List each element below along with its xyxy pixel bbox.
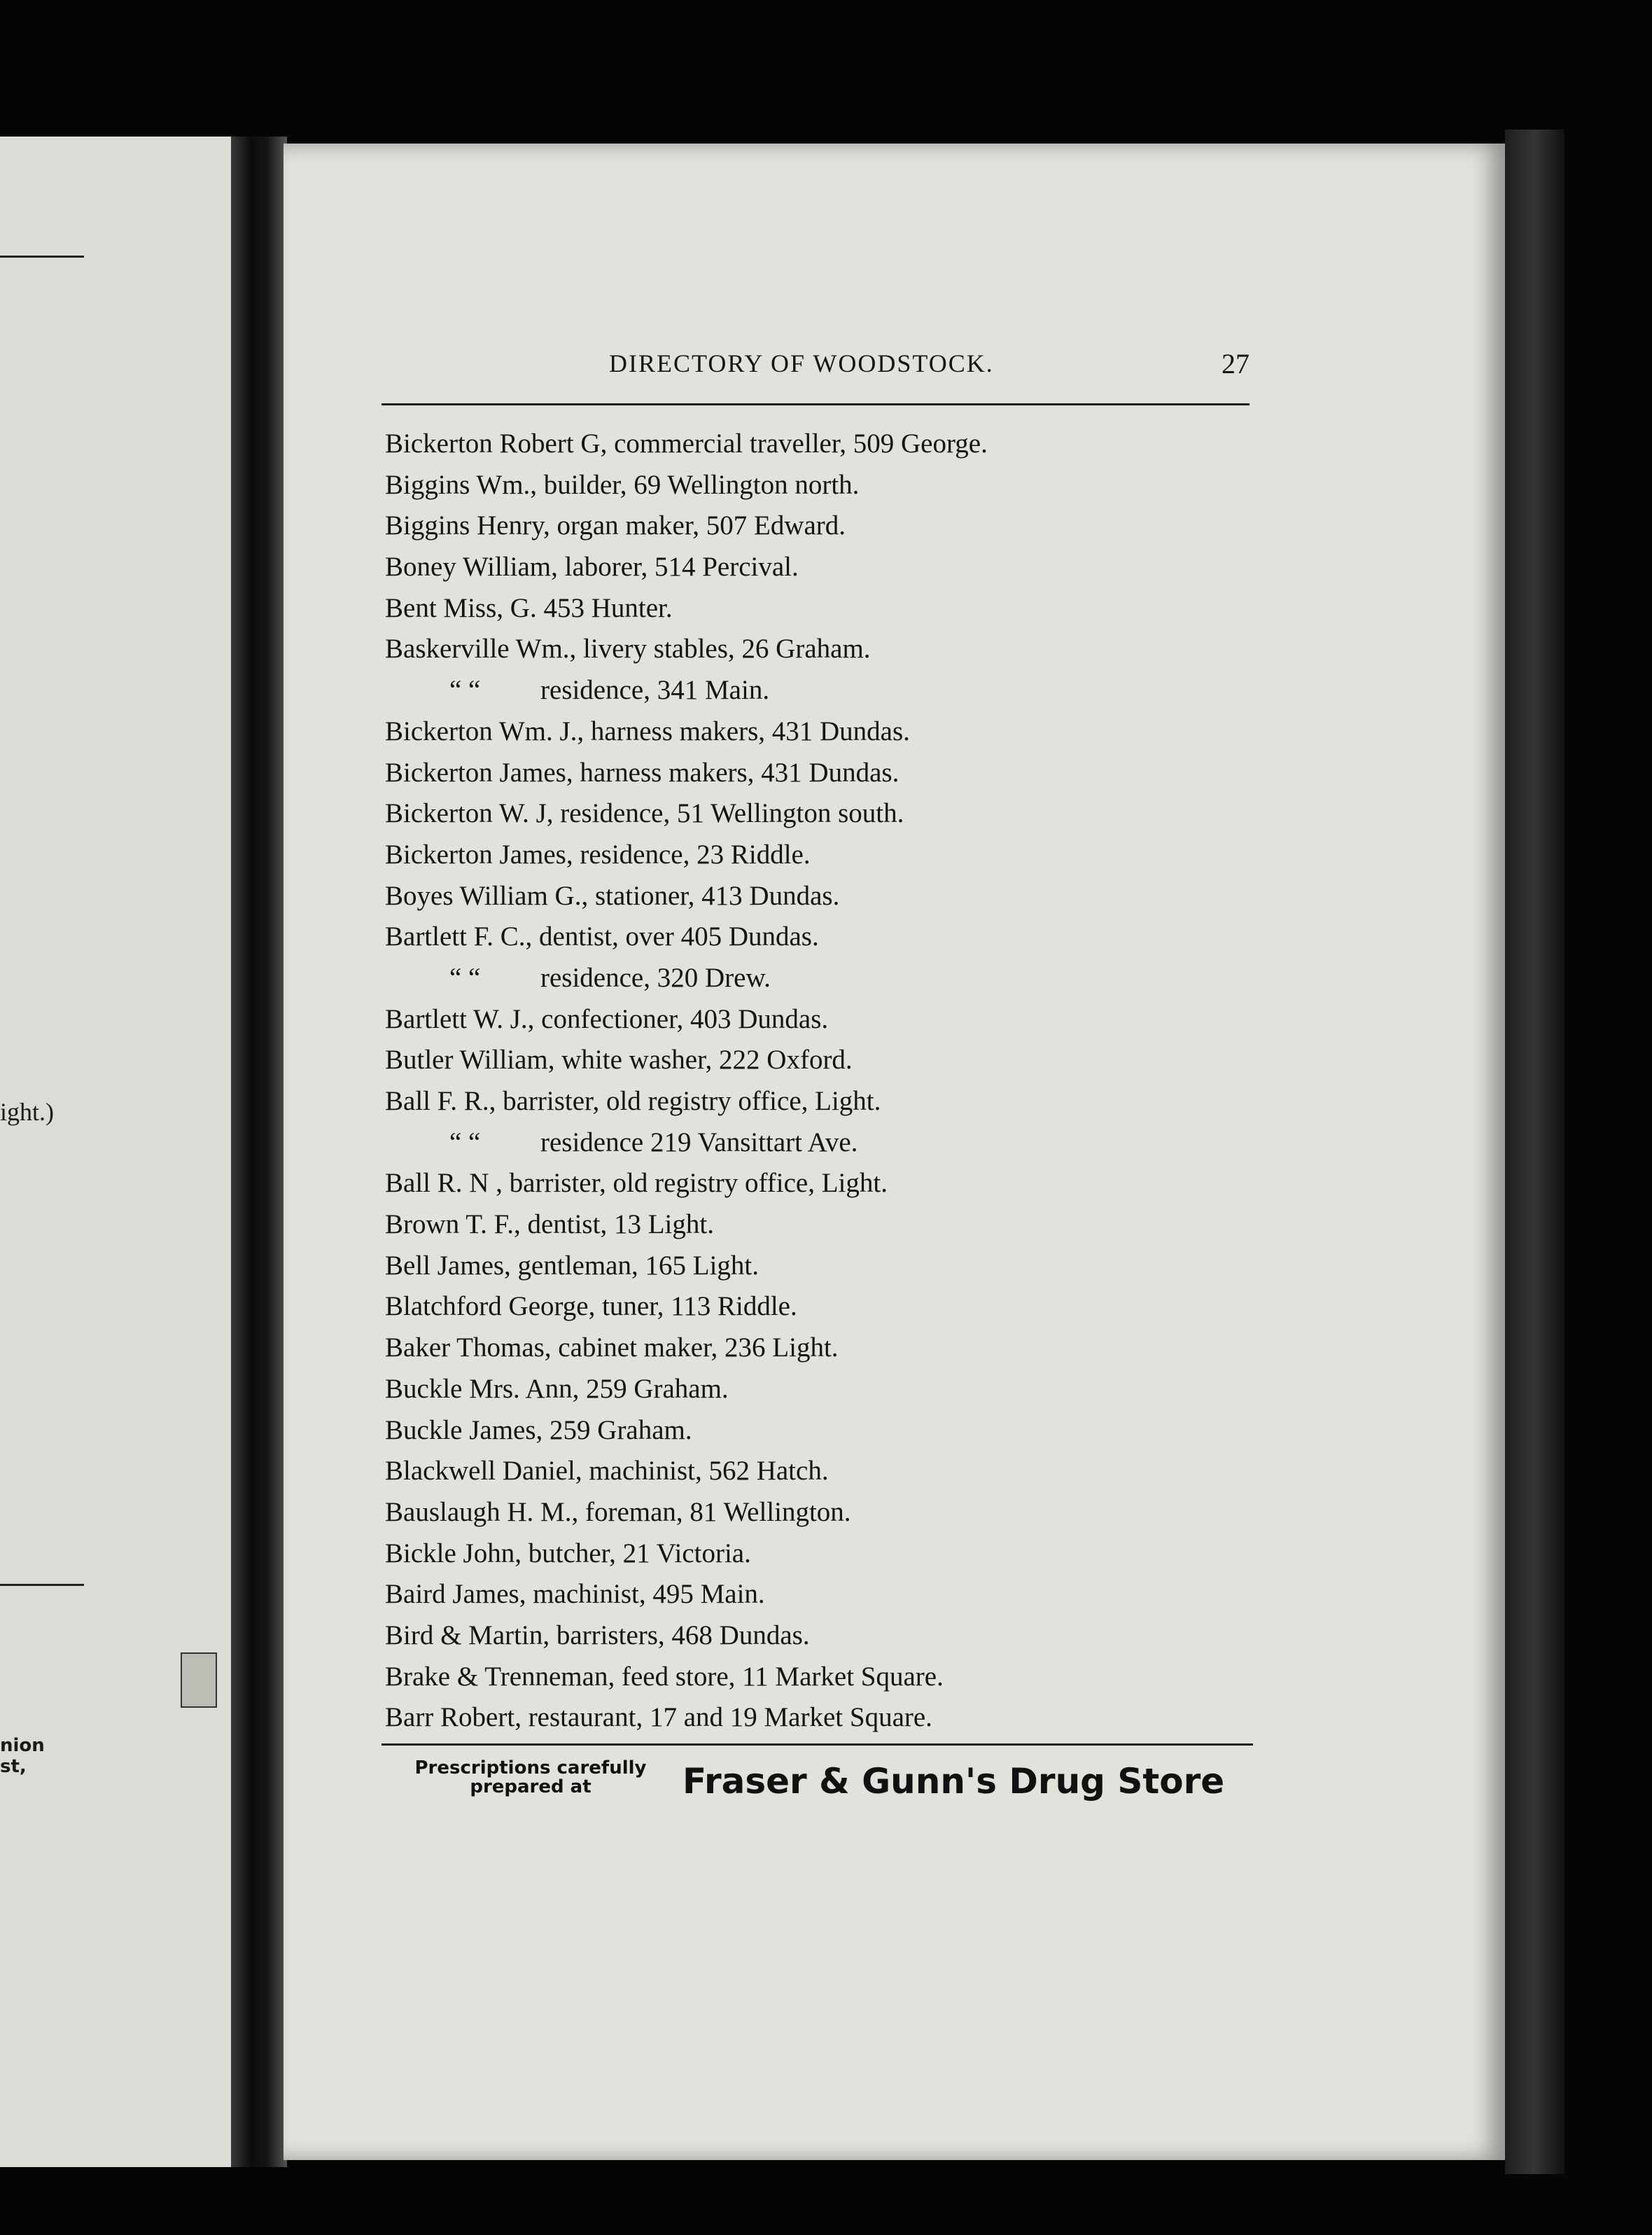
directory-entry: Bauslaugh H. M., foreman, 81 Wellington. bbox=[385, 1496, 851, 1527]
directory-entry: Blackwell Daniel, machinist, 562 Hatch. bbox=[385, 1456, 829, 1486]
entry-text: residence, 320 Drew. bbox=[540, 962, 771, 993]
page-number: 27 bbox=[1222, 348, 1250, 380]
left-page-rule-top bbox=[0, 256, 84, 258]
footer-small-line: Prescriptions carefully bbox=[414, 1757, 647, 1778]
directory-entry bbox=[385, 1122, 1253, 1164]
entry-text: residence, 341 Main. bbox=[540, 675, 770, 706]
directory-entry: Buckle James, 259 Graham. bbox=[385, 1414, 692, 1445]
directory-entry: Ball R. N , barrister, old registry office, Light. bbox=[385, 1168, 888, 1199]
ditto-marks: “ “ bbox=[449, 675, 481, 706]
page-edge bbox=[1505, 130, 1564, 2174]
directory-entry: Bartlett W. J., confectioner, 403 Dundas. bbox=[385, 1003, 829, 1034]
ditto-marks: “ “ bbox=[449, 962, 481, 993]
directory-entry: Bird & Martin, barristers, 468 Dundas. bbox=[385, 1620, 810, 1650]
left-page-fragment: nion bbox=[0, 1735, 45, 1756]
left-page-fragment: st, bbox=[0, 1756, 27, 1777]
directory-entries bbox=[385, 424, 1253, 1739]
directory-entry: Buckle Mrs. Ann, 259 Graham. bbox=[385, 1373, 729, 1404]
directory-entry: Boyes William G., stationer, 413 Dundas. bbox=[385, 880, 840, 911]
directory-entry: Biggins Henry, organ maker, 507 Edward. bbox=[385, 510, 846, 541]
directory-entry: Bent Miss, G. 453 Hunter. bbox=[385, 592, 673, 623]
directory-entry bbox=[385, 670, 1253, 711]
directory-entry: Butler William, white washer, 222 Oxford. bbox=[385, 1045, 853, 1075]
footer-advert-store-name: Fraser & Gunn's Drug Store bbox=[682, 1761, 1225, 1802]
running-header-title: DIRECTORY OF WOODSTOCK. bbox=[609, 349, 994, 377]
directory-entry: Bickerton Robert G, commercial traveller, 509 George. bbox=[385, 429, 988, 459]
directory-entry: Baker Thomas, cabinet maker, 236 Light. bbox=[385, 1332, 839, 1363]
footer-rule bbox=[382, 1743, 1253, 1746]
directory-entry: Bickerton W. J, residence, 51 Wellington south. bbox=[385, 798, 904, 829]
directory-entry: Brake & Trenneman, feed store, 11 Market Square. bbox=[385, 1661, 944, 1692]
directory-entry: Bickle John, butcher, 21 Victoria. bbox=[385, 1538, 751, 1568]
directory-entry: Bickerton James, harness makers, 431 Dundas. bbox=[385, 757, 899, 788]
directory-entry: Brown T. F., dentist, 13 Light. bbox=[385, 1209, 714, 1240]
footer-small-line: prepared at bbox=[470, 1776, 592, 1797]
book-gutter bbox=[231, 137, 287, 2167]
directory-entry: Ball F. R., barrister, old registry office, Light. bbox=[385, 1086, 881, 1116]
directory-entry: Biggins Wm., builder, 69 Wellington north. bbox=[385, 469, 860, 500]
directory-entry: Bickerton James, residence, 23 Riddle. bbox=[385, 839, 811, 870]
directory-entry: Bell James, gentleman, 165 Light. bbox=[385, 1250, 759, 1281]
binding-clip bbox=[181, 1652, 217, 1708]
header-rule bbox=[382, 403, 1250, 405]
directory-entry: Blatchford George, tuner, 113 Riddle. bbox=[385, 1291, 797, 1322]
left-page-fragment: ight.) bbox=[0, 1098, 54, 1126]
directory-entry bbox=[385, 958, 1253, 999]
entry-text: residence 219 Vansittart Ave. bbox=[540, 1127, 858, 1157]
directory-entry: Baird James, machinist, 495 Main. bbox=[385, 1579, 765, 1610]
footer-advert-small bbox=[384, 1759, 678, 1797]
directory-entry: Bartlett F. C., dentist, over 405 Dundas. bbox=[385, 921, 819, 952]
ditto-marks: “ “ bbox=[449, 1127, 481, 1157]
left-facing-page bbox=[0, 137, 241, 2167]
left-page-rule-bottom bbox=[0, 1584, 84, 1586]
directory-entry: Barr Robert, restaurant, 17 and 19 Market Square. bbox=[385, 1702, 932, 1733]
directory-entry: Boney William, laborer, 514 Percival. bbox=[385, 552, 799, 583]
directory-entry: Baskerville Wm., livery stables, 26 Graham. bbox=[385, 634, 871, 664]
directory-entry: Bickerton Wm. J., harness makers, 431 Dundas. bbox=[385, 716, 910, 746]
